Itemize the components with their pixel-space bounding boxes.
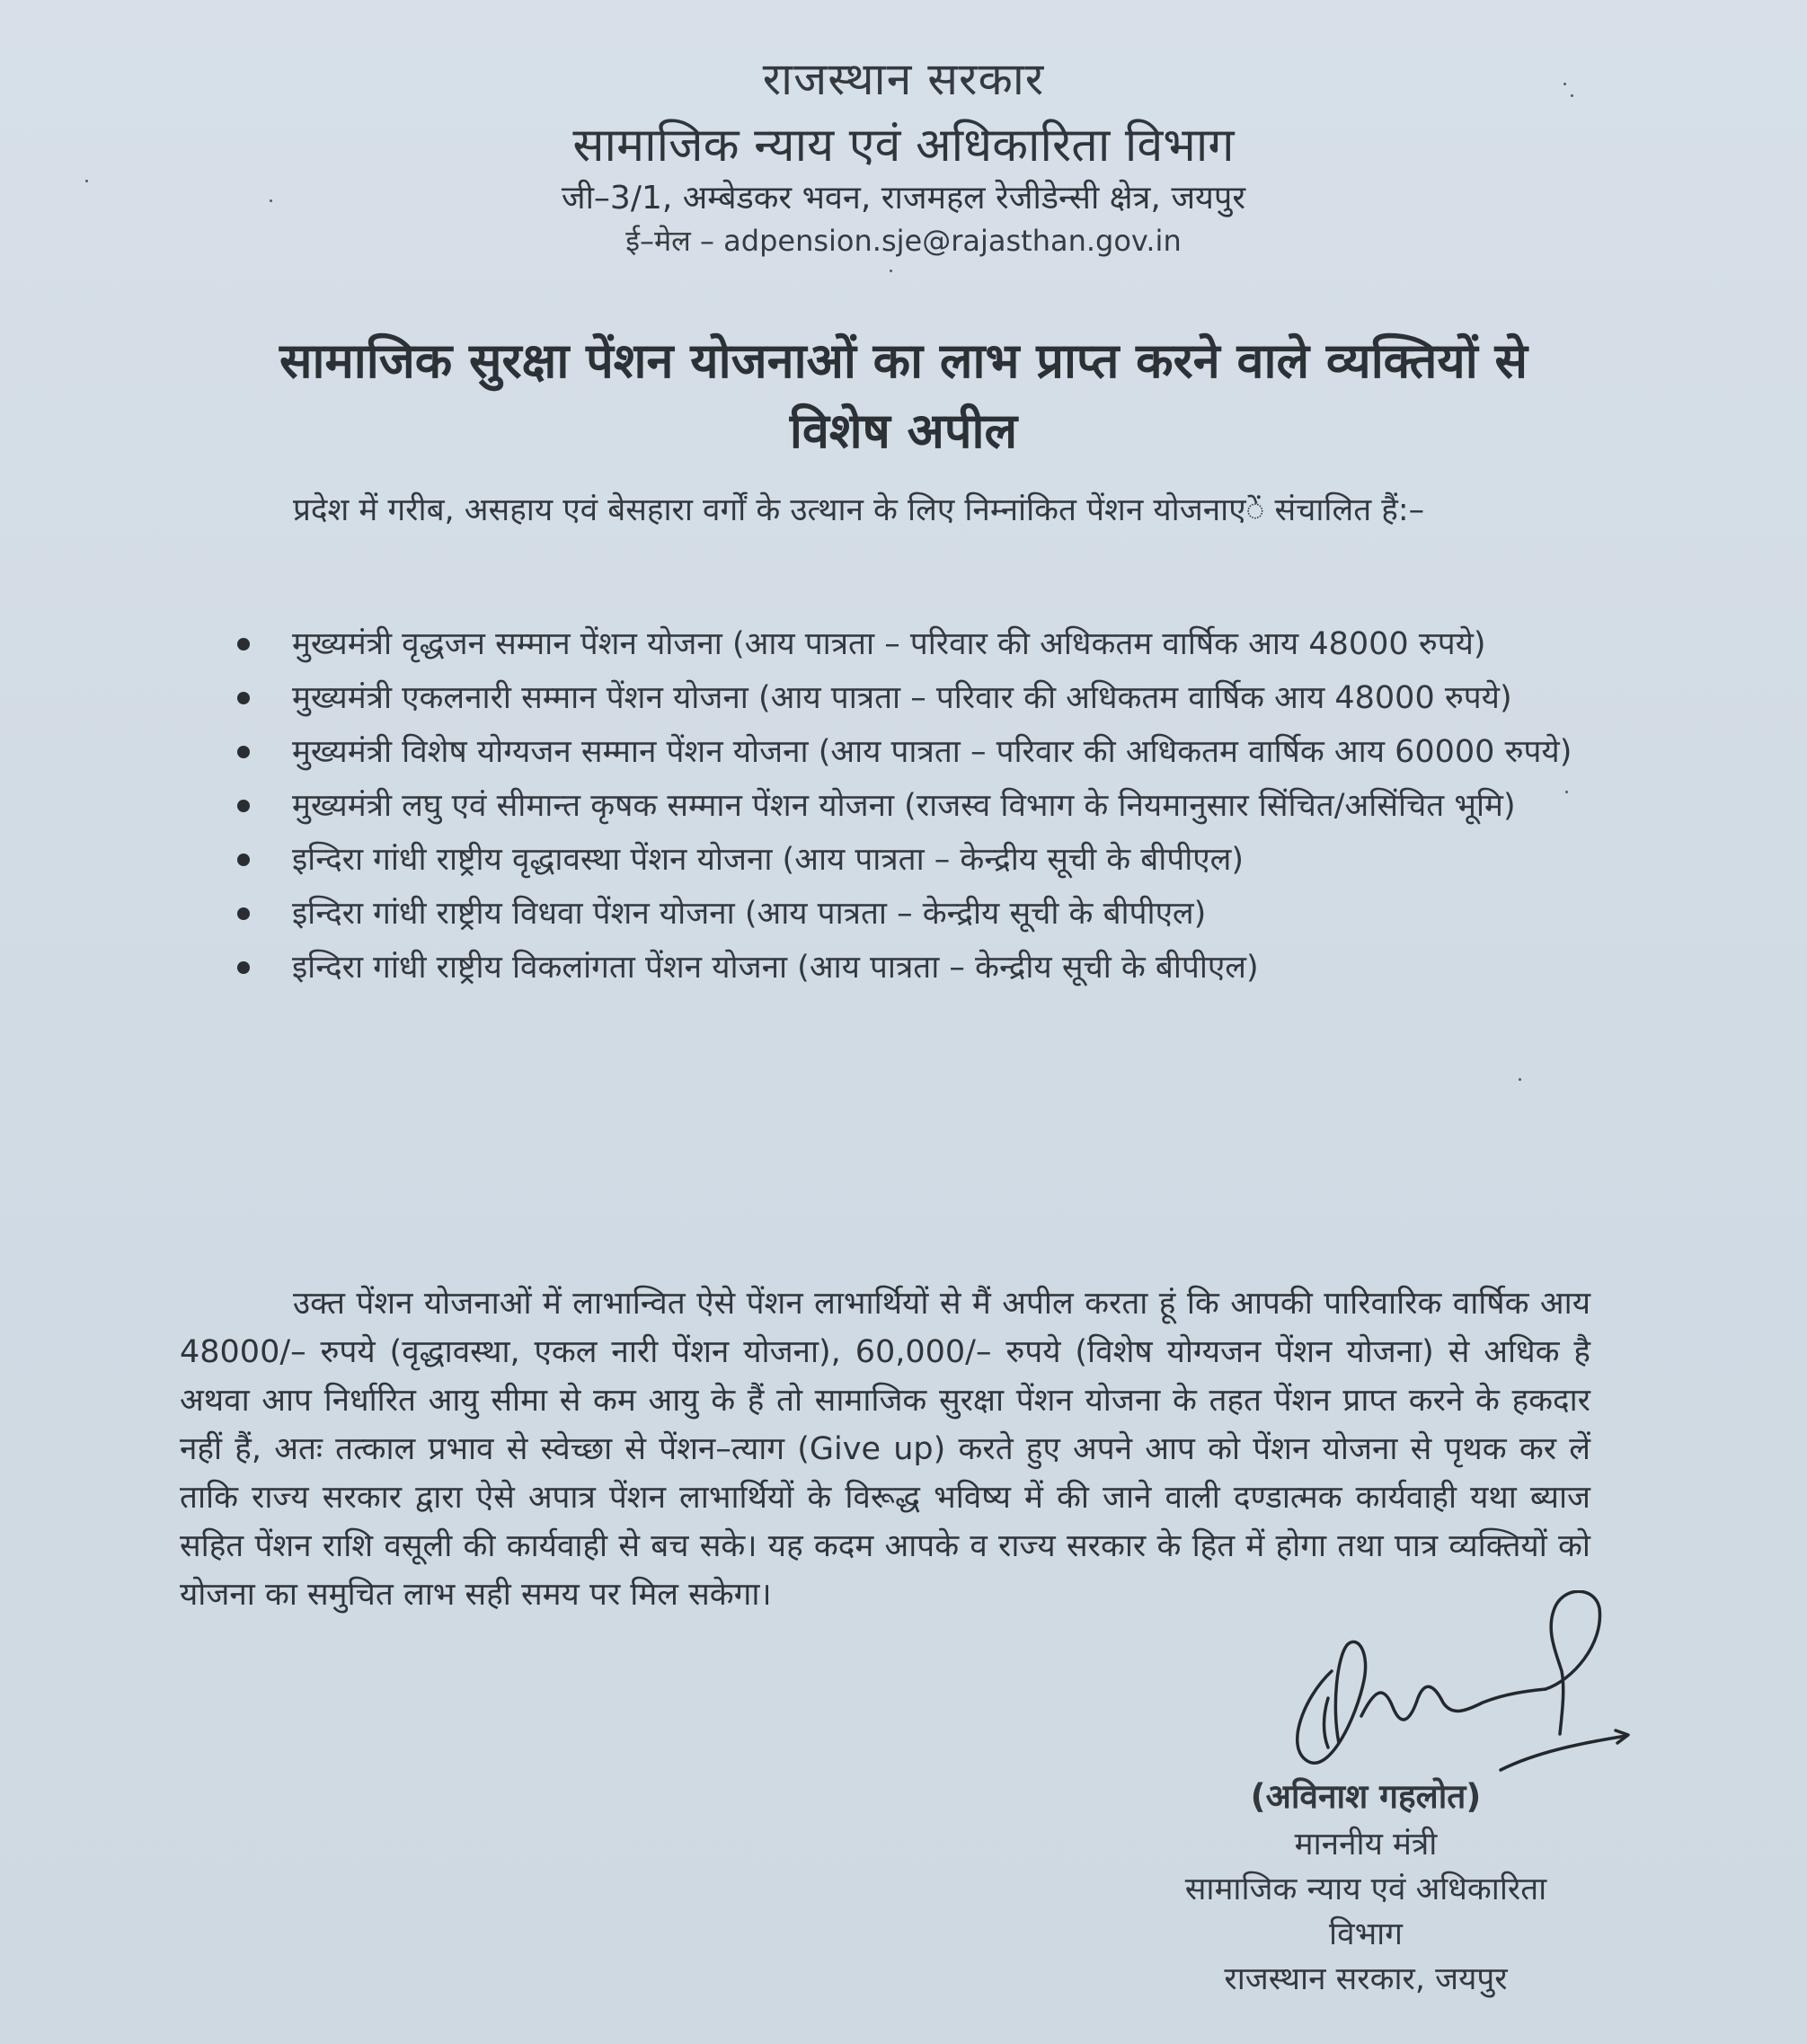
document-title-line-1: सामाजिक सुरक्षा पेंशन योजनाओं का लाभ प्राप्त करने वाले व्यक्तियों से bbox=[279, 332, 1528, 389]
bullet-icon bbox=[237, 961, 250, 974]
signatory-location: राजस्थान सरकार, जयपुर bbox=[1224, 1961, 1508, 1997]
scheme-text: मुख्यमंत्री लघु एवं सीमान्त कृषक सम्मान पेंशन योजना (राजस्व विभाग के नियमानुसार सिंचित/असिंचित भूमि) bbox=[292, 788, 1516, 824]
list-item bbox=[234, 726, 1590, 778]
intro-paragraph: प्रदेश में गरीब, असहाय एवं बेसहारा वर्गों के उत्थान के लिए निम्नांकित पेंशन योजनाएें संचालित हैं:– bbox=[293, 492, 1425, 528]
bullet-icon bbox=[237, 907, 250, 920]
signatory-block bbox=[1078, 1772, 1653, 2002]
paper-speck bbox=[890, 270, 892, 272]
paper-speck bbox=[85, 180, 88, 182]
letterhead-government: राजस्थान सरकार bbox=[762, 53, 1045, 105]
bullet-icon bbox=[237, 800, 250, 812]
bullet-icon bbox=[237, 854, 250, 866]
letterhead-address: जी–3/1, अम्बेडकर भवन, राजमहल रेजीडेन्सी क्षेत्र, जयपुर bbox=[561, 180, 1246, 217]
paper-speck bbox=[1519, 1078, 1521, 1081]
paper-speck bbox=[1565, 791, 1568, 793]
list-item bbox=[234, 618, 1590, 670]
scheme-text: मुख्यमंत्री एकलनारी सम्मान पेंशन योजना (आय पात्रता – परिवार की अधिकतम वार्षिक आय 48000 रुपये) bbox=[292, 680, 1512, 716]
paper-speck bbox=[1563, 83, 1566, 85]
list-item bbox=[234, 888, 1590, 940]
scheme-text: इन्दिरा गांधी राष्ट्रीय विकलांगता पेंशन योजना (आय पात्रता – केन्द्रीय सूची के बीपीएल) bbox=[292, 950, 1259, 986]
letterhead-email-line bbox=[0, 221, 1807, 260]
scheme-text: इन्दिरा गांधी राष्ट्रीय वृद्धावस्था पेंशन योजना (आय पात्रता – केन्द्रीय सूची के बीपीएल) bbox=[292, 842, 1245, 878]
list-item bbox=[234, 780, 1590, 832]
pension-scheme-list bbox=[234, 618, 1590, 995]
bullet-icon bbox=[237, 692, 250, 704]
letterhead-department: सामाजिक न्याय एवं अधिकारिता विभाग bbox=[572, 119, 1235, 173]
appeal-paragraph: उक्त पेंशन योजनाओं में लाभान्वित ऐसे पेंशन लाभार्थियों से मैं अपील करता हूं कि आपकी पारिवारिक वार्षिक आय 48000/– रुपये (वृद्धावस्था, एकल नारी पेंशन योजना), 60,000/– रुपये (विशेष योग्यजन पेंशन योजना) से अधिक है अथवा आप निर्धारित आयु सीमा से कम आयु के हैं तो सामाजिक सुरक्षा पेंशन योजना के तहत पेंशन प्राप्त करने के हकदार नहीं हैं, अतः तत्काल प्रभाव से स्वेच्छा से पेंशन–त्याग (Give up) करते हुए अपने आप को पेंशन योजना से पृथक कर लें ताकि राज्य सरकार द्वारा ऐसे अपात्र पेंशन लाभार्थियों के विरूद्ध भविष्य में की जाने वाली दण्डात्मक कार्यवाही यथा ब्याज सहित पेंशन राशि वसूली की कार्यवाही से बच सके। यह कदम आपके व राज्य सरकार के हित में होगा तथा पात्र व्यक्तियों को योजना का समुचित लाभ सही समय पर मिल सकेगा। bbox=[180, 1286, 1590, 1613]
bullet-icon bbox=[237, 638, 250, 650]
handwritten-signature-icon bbox=[1276, 1590, 1635, 1788]
document-title-line-2: विशेष अपील bbox=[789, 403, 1018, 459]
list-item bbox=[234, 672, 1590, 724]
signatory-department-line-2: विभाग bbox=[1329, 1916, 1403, 1952]
email-separator: – bbox=[699, 224, 714, 258]
email-address: adpension.sje@rajasthan.gov.in bbox=[723, 224, 1182, 258]
signatory-department-line-1: सामाजिक न्याय एवं अधिकारिता bbox=[1184, 1871, 1547, 1907]
bullet-icon bbox=[237, 746, 250, 758]
paper-speck bbox=[1571, 94, 1573, 97]
scheme-text: मुख्यमंत्री विशेष योग्यजन सम्मान पेंशन योजना (आय पात्रता – परिवार की अधिकतम वार्षिक आय 60000 रुपये) bbox=[292, 734, 1572, 770]
signatory-designation: माननीय मंत्री bbox=[1294, 1827, 1438, 1863]
list-item bbox=[234, 834, 1590, 886]
signatory-name: (अविनाश गहलोत) bbox=[1250, 1777, 1482, 1816]
scheme-text: मुख्यमंत्री वृद्धजन सम्मान पेंशन योजना (आय पात्रता – परिवार की अधिकतम वार्षिक आय 48000 रुपये) bbox=[292, 626, 1486, 662]
scheme-text: इन्दिरा गांधी राष्ट्रीय विधवा पेंशन योजना (आय पात्रता – केन्द्रीय सूची के बीपीएल) bbox=[292, 896, 1207, 932]
list-item bbox=[234, 942, 1590, 994]
email-label: ई–मेल bbox=[625, 224, 691, 258]
paper-speck bbox=[270, 199, 272, 202]
